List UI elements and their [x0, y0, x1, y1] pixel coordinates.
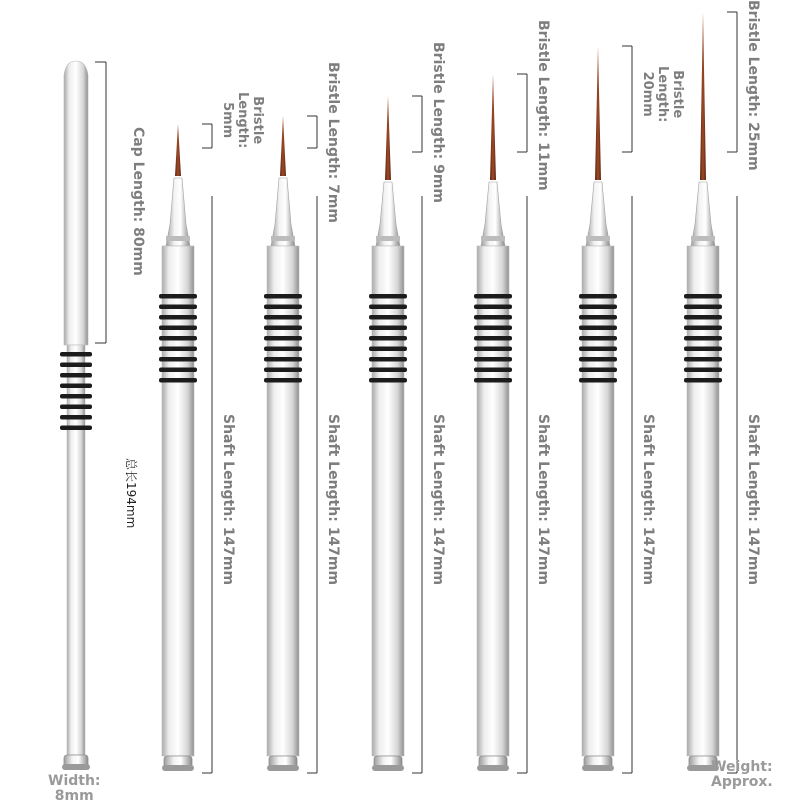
grip-ring — [264, 347, 302, 352]
brush — [684, 12, 737, 773]
cap-ring — [60, 394, 92, 399]
grip-ring — [159, 378, 197, 383]
grip-ring — [474, 347, 512, 352]
shaft-length-label: Shaft Length: 147mm — [325, 414, 341, 586]
grip-ring — [159, 326, 197, 331]
grip-ring — [474, 305, 512, 310]
total-length-label: 总长194mm — [124, 458, 138, 529]
brush — [264, 116, 317, 773]
grip-ring — [369, 305, 407, 310]
grip-ring — [684, 357, 722, 362]
grip-ring — [579, 326, 617, 331]
grip-ring — [684, 347, 722, 352]
bristle — [700, 12, 706, 180]
ferrule — [166, 178, 190, 246]
bristle — [595, 46, 601, 180]
grip-ring — [369, 326, 407, 331]
grip-ring — [579, 368, 617, 373]
grip-ring — [159, 315, 197, 320]
bristle-length-label: Bristle Length: 25mm — [745, 0, 761, 171]
grip-ring — [369, 315, 407, 320]
brush — [159, 124, 212, 773]
shaft — [372, 246, 404, 756]
grip-ring — [684, 305, 722, 310]
bristle-length-label: Bristle Length: 9mm — [430, 42, 446, 204]
grip-ring — [579, 347, 617, 352]
grip-ring — [369, 336, 407, 341]
grip-ring — [474, 336, 512, 341]
grip-ring — [159, 368, 197, 373]
grip-ring — [369, 347, 407, 352]
shaft-end-rim — [162, 765, 194, 771]
grip-ring — [264, 305, 302, 310]
bristle — [175, 124, 181, 176]
grip-ring — [159, 357, 197, 362]
grip-ring — [684, 336, 722, 341]
grip-ring — [684, 326, 722, 331]
shaft — [477, 246, 509, 756]
grip-ring — [159, 305, 197, 310]
grip-ring — [579, 305, 617, 310]
cap-top — [64, 61, 88, 345]
grip-ring — [369, 368, 407, 373]
grip-ring — [474, 315, 512, 320]
grip-ring — [264, 357, 302, 362]
grip-ring — [579, 357, 617, 362]
ferrule-band — [691, 236, 715, 241]
grip-ring — [159, 347, 197, 352]
grip-ring — [684, 294, 722, 299]
grip-ring — [579, 336, 617, 341]
shaft-length-label: Shaft Length: 147mm — [430, 414, 446, 586]
bristle — [280, 116, 286, 176]
bristle-length-label: Bristle Length: 20mm — [640, 66, 685, 123]
cap-ring — [60, 363, 92, 368]
grip-ring — [264, 294, 302, 299]
grip-ring — [264, 378, 302, 383]
shaft-end-rim — [477, 765, 509, 771]
grip-ring — [684, 378, 722, 383]
grip-ring — [159, 294, 197, 299]
cap-length-label: Cap Length: 80mm — [130, 127, 146, 276]
weight-label: Weight: Approx. — [711, 759, 773, 790]
ferrule-band — [271, 236, 295, 241]
ferrule-band — [376, 236, 400, 241]
cap-ring — [60, 405, 92, 410]
shaft-end-rim — [267, 765, 299, 771]
ferrule — [271, 178, 295, 246]
cap-ring — [60, 426, 92, 431]
brush — [369, 96, 422, 773]
cap-ring — [60, 415, 92, 420]
grip-ring — [474, 368, 512, 373]
shaft — [582, 246, 614, 756]
shaft-end-rim — [582, 765, 614, 771]
bristle-length-label: Bristle Length: 5mm — [220, 92, 265, 149]
ferrule-band — [166, 236, 190, 241]
cap-ring — [60, 373, 92, 378]
grip-ring — [369, 378, 407, 383]
brush — [579, 46, 632, 773]
grip-ring — [264, 315, 302, 320]
grip-ring — [684, 315, 722, 320]
grip-ring — [369, 294, 407, 299]
bristle — [385, 96, 391, 180]
shaft — [267, 246, 299, 756]
grip-ring — [474, 294, 512, 299]
grip-ring — [579, 378, 617, 383]
brush — [474, 74, 527, 773]
cap — [60, 61, 106, 770]
grip-ring — [474, 378, 512, 383]
ferrule-band — [481, 236, 505, 241]
grip-ring — [579, 315, 617, 320]
cap-ring — [60, 352, 92, 357]
grip-ring — [474, 326, 512, 331]
cap-ring — [60, 384, 92, 389]
shaft — [162, 246, 194, 756]
shaft-length-label: Shaft Length: 147mm — [535, 414, 551, 586]
shaft-length-label: Shaft Length: 147mm — [640, 414, 656, 586]
grip-ring — [159, 336, 197, 341]
width-label: Width: 8mm — [48, 773, 101, 804]
shaft-length-label: Shaft Length: 147mm — [745, 414, 761, 586]
grip-ring — [264, 368, 302, 373]
shaft-end-rim — [372, 765, 404, 771]
grip-ring — [474, 357, 512, 362]
shaft-length-label: Shaft Length: 147mm — [220, 414, 236, 586]
cap-end-rim — [62, 764, 90, 770]
grip-ring — [579, 294, 617, 299]
bristle — [490, 74, 496, 180]
bristle-length-label: Bristle Length: 7mm — [325, 62, 341, 224]
grip-ring — [369, 357, 407, 362]
ferrule-band — [586, 236, 610, 241]
grip-ring — [264, 336, 302, 341]
grip-ring — [684, 368, 722, 373]
bristle-length-label: Bristle Length: 11mm — [535, 20, 551, 191]
grip-ring — [264, 326, 302, 331]
shaft — [687, 246, 719, 756]
